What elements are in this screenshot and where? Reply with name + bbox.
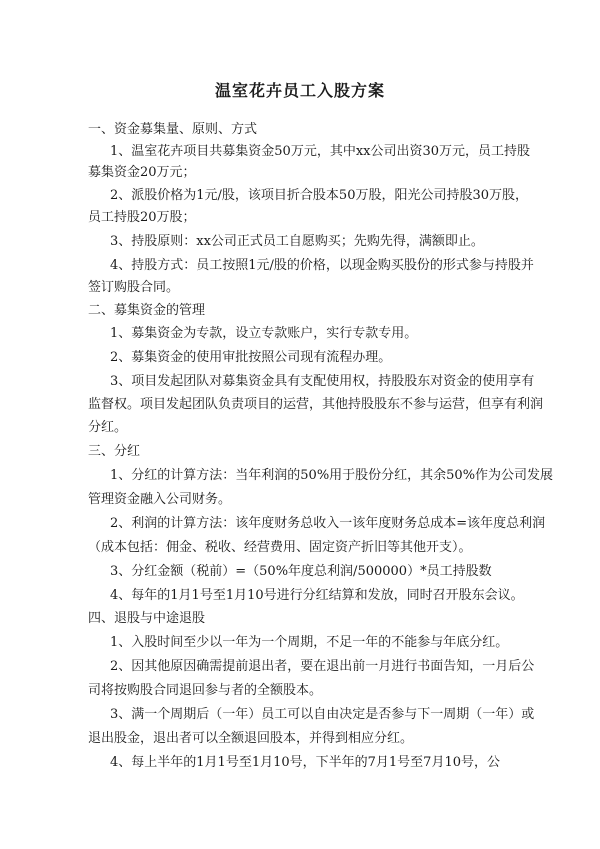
paragraph-line: 3、持股原则：xx公司正式员工自愿购买；先购先得，满额即止。	[110, 234, 484, 249]
paragraph-line: 1、募集资金为专款，设立专款账户，实行专款专用。	[110, 326, 418, 341]
document-title: 温室花卉员工入股方案	[214, 81, 385, 100]
paragraph-line: 监督权。项目发起团队负责项目的运营，其他持股股东不参与运营，但享有利润	[88, 397, 544, 412]
paragraph-line: 2、因其他原因确需提前退出者，要在退出前一月进行书面告知，一月后公	[110, 659, 535, 674]
section-heading-4: 四、退股与中途退股	[88, 611, 206, 626]
paragraph-line: 3、满一个周期后（一年）员工可以自由决定是否参与下一周期（一年）或	[110, 707, 535, 722]
paragraph-line: 管理资金融入公司财务。	[88, 492, 232, 507]
paragraph-line: 司将按购股合同退回参与者的全额股本。	[88, 683, 323, 698]
section-heading-3: 三、分红	[88, 444, 141, 459]
paragraph-line: 1、温室花卉项目共募集资金50万元，其中xx公司出资30万元，员工持股	[110, 144, 531, 159]
paragraph-line: 3、项目发起团队对募集资金具有支配使用权，持股股东对资金的使用享有	[110, 374, 535, 389]
section-heading-2: 二、募集资金的管理	[88, 303, 206, 318]
section-heading-1: 一、资金募集量、原则、方式	[88, 122, 258, 137]
paragraph-line: 1、入股时间至少以一年为一个周期，不足一年的不能参与年底分红。	[110, 635, 509, 650]
paragraph-line: 退出股金，退出者可以全额退回股本，并得到相应分红。	[88, 731, 414, 746]
paragraph-line: 4、持股方式：员工按照1元/股的价格，以现金购买股份的形式参与持股并	[110, 258, 534, 273]
paragraph-line: 3、分红金额（税前）=（50%年度总利润/500000）*员工持股数	[110, 564, 492, 579]
paragraph-line: 募集资金20万元；	[88, 165, 196, 180]
paragraph-line: 4、每上半年的1月1号至1月10号，下半年的7月1号至7月10号，公	[110, 755, 500, 770]
paragraph-line: 2、派股价格为1元/股，该项目折合股本50万股，阳光公司持股30万股，	[110, 188, 529, 203]
paragraph-line: （成本包括：佣金、税收、经营费用、固定资产折旧等其他开支）。	[88, 540, 472, 555]
paragraph-line: 2、募集资金的使用审批按照公司现有流程办理。	[110, 350, 392, 365]
paragraph-line: 2、利润的计算方法：该年度财务总收入一该年度财务总成本=该年度总利润	[110, 516, 546, 531]
paragraph-line: 1、分红的计算方法：当年利润的50%用于股份分红，其余50%作为公司发展	[110, 468, 554, 483]
paragraph-line: 4、每年的1月1号至1月10号进行分红结算和发放，同时召开股东会议。	[110, 588, 524, 603]
paragraph-line: 分红。	[88, 420, 128, 435]
paragraph-line: 签订购股合同。	[88, 280, 180, 295]
paragraph-line: 员工持股20万股；	[88, 210, 196, 225]
